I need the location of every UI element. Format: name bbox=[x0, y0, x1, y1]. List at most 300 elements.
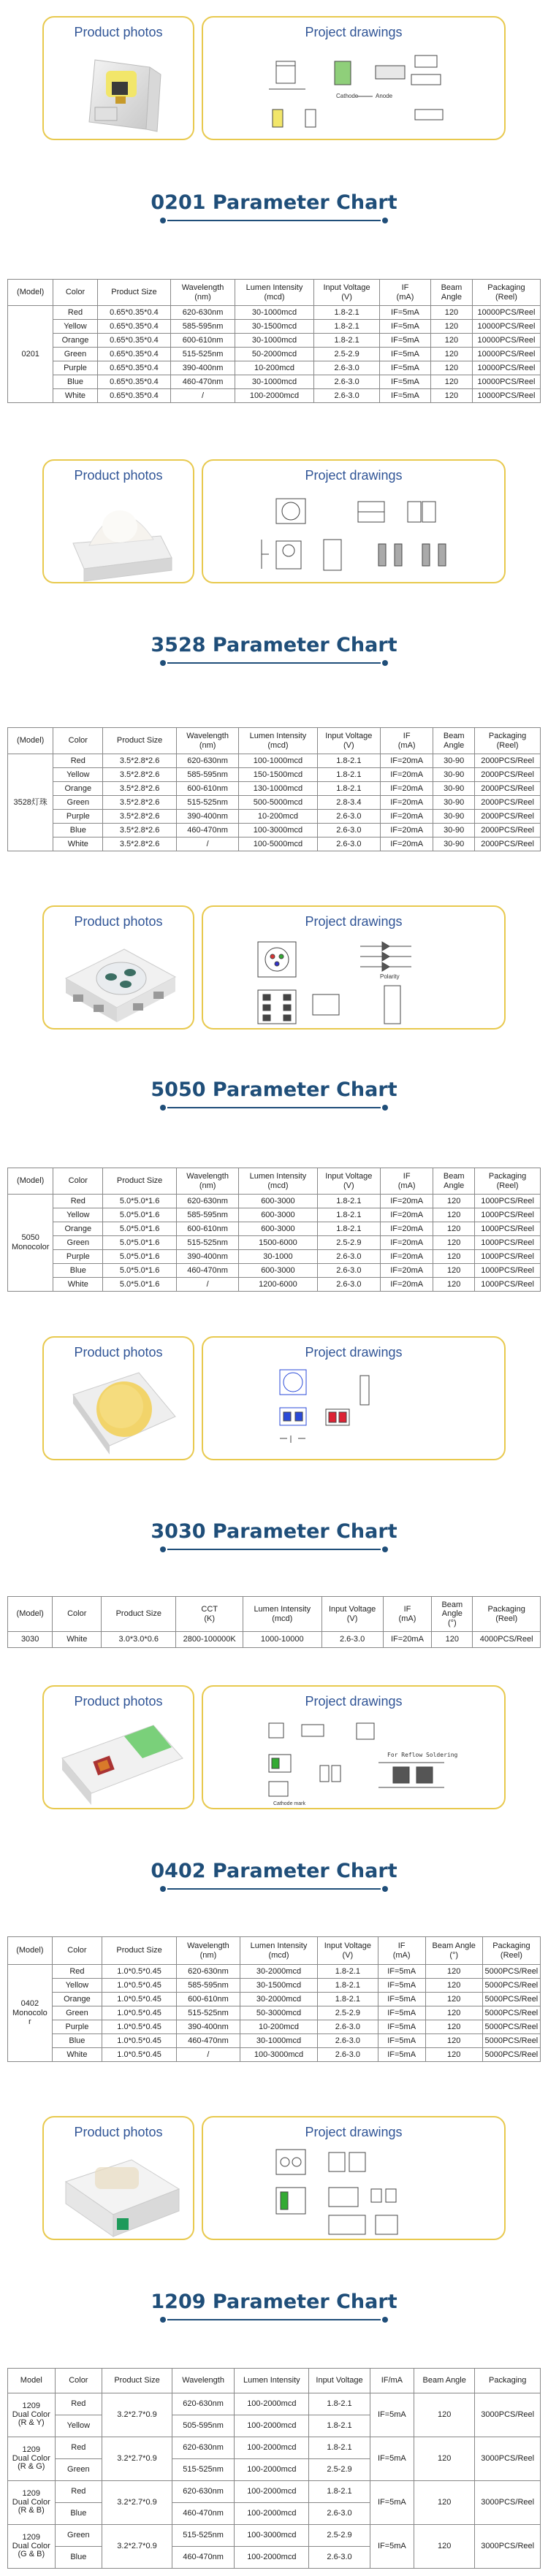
drawing-0402 bbox=[203, 1714, 506, 1809]
table-cell: 30-90 bbox=[433, 768, 475, 782]
table-cell: Red bbox=[52, 1965, 102, 1979]
table-cell: 2000PCS/Reel bbox=[475, 796, 541, 810]
column-header: Packaging (Reel) bbox=[475, 728, 541, 754]
card-title: Product photos bbox=[74, 1694, 163, 1709]
table-cell: White bbox=[53, 1278, 103, 1292]
table-cell: Yellow bbox=[52, 1979, 102, 1993]
table-cell: 2.6-3.0 bbox=[318, 2048, 378, 2062]
table-cell: 30-1500mcd bbox=[240, 1979, 317, 1993]
card-title: Project drawings bbox=[305, 2125, 403, 2139]
model-cell: 3030 bbox=[8, 1632, 53, 1648]
column-header: Wavelength (nm) bbox=[177, 1937, 240, 1965]
table-cell: IF=20mA bbox=[381, 768, 433, 782]
column-header: Color bbox=[53, 280, 97, 306]
table-cell: 120 bbox=[432, 1632, 473, 1648]
led-1209-photo bbox=[44, 2145, 194, 2240]
table-cell: 515-525nm bbox=[171, 348, 235, 361]
table-row bbox=[8, 1236, 541, 1250]
table-cell: 3000PCS/Reel bbox=[475, 2525, 541, 2569]
table-cell: 2.6-3.0 bbox=[314, 361, 380, 375]
title-underline bbox=[167, 2319, 381, 2320]
table-cell: 515-525nm bbox=[172, 2525, 234, 2547]
table-cell: 2000PCS/Reel bbox=[475, 754, 541, 768]
table-cell: 2.5-2.9 bbox=[318, 2006, 378, 2020]
table-cell: 2.6-3.0 bbox=[309, 2547, 370, 2569]
table-cell: IF=5mA bbox=[378, 1979, 425, 1993]
column-header: Product Size bbox=[102, 2369, 172, 2393]
drawing-3528 bbox=[203, 488, 506, 583]
table-cell: 620-630nm bbox=[176, 754, 238, 768]
table-cell: IF=20mA bbox=[381, 837, 433, 851]
table-cell: IF=20mA bbox=[381, 824, 433, 837]
column-header: Color bbox=[52, 1937, 102, 1965]
table-cell: 120 bbox=[430, 320, 472, 334]
table-cell: 130-1000mcd bbox=[239, 782, 317, 796]
table-cell: 0.65*0.35*0.4 bbox=[97, 334, 171, 348]
table-row bbox=[8, 1195, 541, 1208]
column-header: Product Size bbox=[102, 1937, 177, 1965]
table-cell: IF=5mA bbox=[378, 1965, 425, 1979]
table-cell: 10000PCS/Reel bbox=[472, 389, 540, 403]
table-cell: 600-610nm bbox=[177, 1993, 240, 2006]
table-cell: Green bbox=[55, 2525, 102, 2547]
table-cell: 1200-6000 bbox=[239, 1278, 317, 1292]
table-cell: 3000PCS/Reel bbox=[475, 2481, 541, 2525]
table-cell: 10-200mcd bbox=[240, 2020, 317, 2034]
table-cell: 5000PCS/Reel bbox=[482, 1993, 540, 2006]
table-row bbox=[8, 361, 541, 375]
table-cell: 0.65*0.35*0.4 bbox=[97, 361, 171, 375]
table-row bbox=[8, 2481, 541, 2503]
table-cell: 30-90 bbox=[433, 837, 475, 851]
table-cell: White bbox=[52, 2048, 102, 2062]
table-cell: 100-1000mcd bbox=[239, 754, 317, 768]
table-body bbox=[8, 306, 541, 403]
table-row bbox=[8, 320, 541, 334]
project-drawing-card bbox=[202, 2116, 506, 2240]
table-cell: 120 bbox=[414, 2525, 475, 2569]
table-cell: White bbox=[53, 837, 103, 851]
column-header: Wavelength bbox=[172, 2369, 234, 2393]
table-cell: IF=5mA bbox=[370, 2437, 414, 2481]
table-cell: Red bbox=[55, 2393, 102, 2415]
column-header: IF (mA) bbox=[381, 728, 433, 754]
table-cell: 500-5000mcd bbox=[239, 796, 317, 810]
table-cell: IF=5mA bbox=[378, 2006, 425, 2020]
table-cell: 1.8-2.1 bbox=[314, 306, 380, 320]
spec-table-5050 bbox=[7, 1168, 541, 1292]
table-cell: 1.0*0.5*0.45 bbox=[102, 1965, 177, 1979]
table-cell: Red bbox=[53, 754, 103, 768]
table-row bbox=[8, 2006, 541, 2020]
table-row bbox=[8, 796, 541, 810]
table-cell: 100-2000mcd bbox=[235, 389, 313, 403]
table-cell: 5000PCS/Reel bbox=[482, 1979, 540, 1993]
table-cell: 3.0*3.0*0.6 bbox=[102, 1632, 176, 1648]
table-cell: 120 bbox=[433, 1236, 475, 1250]
led-5050-photo bbox=[44, 935, 194, 1030]
table-cell: 3.2*2.7*0.9 bbox=[102, 2437, 172, 2481]
table-cell: 5.0*5.0*1.6 bbox=[103, 1264, 177, 1278]
table-cell: 460-470nm bbox=[176, 824, 238, 837]
table-cell: 10000PCS/Reel bbox=[472, 334, 540, 348]
led-3528-photo bbox=[44, 488, 194, 583]
table-cell: 120 bbox=[430, 306, 472, 320]
table-cell: 2000PCS/Reel bbox=[475, 810, 541, 824]
table-cell: 100-3000mcd bbox=[239, 824, 317, 837]
table-cell: 2.6-3.0 bbox=[309, 2503, 370, 2525]
drawing-0201 bbox=[203, 45, 506, 140]
card-title: Project drawings bbox=[305, 468, 403, 483]
table-cell: IF=5mA bbox=[379, 320, 430, 334]
table-cell: IF=20mA bbox=[381, 810, 433, 824]
section-title-5050: 5050 Parameter Chart bbox=[151, 1078, 397, 1101]
table-cell: 460-470nm bbox=[171, 375, 235, 389]
table-row bbox=[8, 375, 541, 389]
table-cell: 150-1500mcd bbox=[239, 768, 317, 782]
table-cell: 100-2000mcd bbox=[235, 2459, 309, 2481]
table-cell: IF=20mA bbox=[381, 1278, 433, 1292]
table-cell: IF=20mA bbox=[381, 782, 433, 796]
table-cell: 1.0*0.5*0.45 bbox=[102, 2006, 177, 2020]
table-cell: 1000PCS/Reel bbox=[475, 1222, 541, 1236]
table-cell: IF=5mA bbox=[379, 361, 430, 375]
model-cell: 1209 Dual Color (R & Y) bbox=[8, 2393, 56, 2437]
table-header bbox=[8, 1937, 541, 1965]
table-cell: IF=5mA bbox=[379, 306, 430, 320]
table-cell: 620-630nm bbox=[177, 1965, 240, 1979]
table-cell: 4000PCS/Reel bbox=[473, 1632, 541, 1648]
table-cell: 600-610nm bbox=[176, 782, 238, 796]
table-cell: 120 bbox=[425, 2034, 482, 2048]
table-cell: 3.2*2.7*0.9 bbox=[102, 2525, 172, 2569]
card-title: Product photos bbox=[74, 468, 163, 483]
spec-table-3528 bbox=[7, 727, 541, 851]
table-cell: 120 bbox=[433, 1264, 475, 1278]
table-cell: IF=5mA bbox=[370, 2481, 414, 2525]
table-cell: IF=20mA bbox=[381, 1250, 433, 1264]
table-cell: 120 bbox=[430, 361, 472, 375]
table-cell: 120 bbox=[425, 2048, 482, 2062]
table-cell: 1.8-2.1 bbox=[318, 1965, 378, 1979]
table-cell: / bbox=[177, 2048, 240, 2062]
table-cell: 30-90 bbox=[433, 796, 475, 810]
table-header bbox=[8, 2369, 541, 2393]
product-photo-card bbox=[42, 905, 194, 1030]
table-cell: 1.8-2.1 bbox=[309, 2481, 370, 2503]
table-cell: 30-1000mcd bbox=[235, 375, 313, 389]
table-cell: Yellow bbox=[55, 2415, 102, 2437]
table-cell: 120 bbox=[414, 2437, 475, 2481]
column-header: Product Size bbox=[103, 728, 177, 754]
table-cell: 120 bbox=[425, 1965, 482, 1979]
table-cell: 2000PCS/Reel bbox=[475, 837, 541, 851]
table-cell: 1.8-2.1 bbox=[317, 768, 380, 782]
column-header: Product Size bbox=[103, 1168, 177, 1195]
table-cell: IF=20mA bbox=[381, 1208, 433, 1222]
table-cell: Green bbox=[53, 1236, 103, 1250]
column-header: Input Voltage (V) bbox=[318, 1937, 378, 1965]
table-cell: 1500-6000 bbox=[239, 1236, 317, 1250]
table-row bbox=[8, 2393, 541, 2415]
table-cell: 1.8-2.1 bbox=[309, 2437, 370, 2459]
column-header: Beam Angle bbox=[433, 1168, 475, 1195]
table-cell: 1.8-2.1 bbox=[317, 1222, 380, 1236]
table-cell: 120 bbox=[430, 348, 472, 361]
table-cell: 1000PCS/Reel bbox=[475, 1208, 541, 1222]
table-row bbox=[8, 2525, 541, 2547]
table-cell: 30-1000 bbox=[239, 1250, 317, 1264]
table-cell: 2000PCS/Reel bbox=[475, 768, 541, 782]
section-5050-cards bbox=[42, 905, 506, 1030]
table-cell: 2.6-3.0 bbox=[314, 375, 380, 389]
column-header: IF/mA bbox=[370, 2369, 414, 2393]
table-cell: 3.5*2.8*2.6 bbox=[103, 782, 177, 796]
table-cell: 460-470nm bbox=[177, 2034, 240, 2048]
title-underline bbox=[167, 662, 381, 664]
table-cell: 3.5*2.8*2.6 bbox=[103, 837, 177, 851]
project-drawing-card bbox=[202, 905, 506, 1030]
table-cell: IF=5mA bbox=[370, 2525, 414, 2569]
table-cell: 2.6-3.0 bbox=[317, 1264, 380, 1278]
table-cell: 1.0*0.5*0.45 bbox=[102, 1993, 177, 2006]
table-cell: 2000PCS/Reel bbox=[475, 824, 541, 837]
table-cell: / bbox=[176, 837, 238, 851]
table-cell: 2.6-3.0 bbox=[317, 837, 380, 851]
cathode-mark-label: Cathode mark bbox=[273, 1801, 305, 1806]
table-cell: 0.65*0.35*0.4 bbox=[97, 320, 171, 334]
table-cell: 585-595nm bbox=[176, 1208, 238, 1222]
table-cell: 1.8-2.1 bbox=[314, 334, 380, 348]
table-row bbox=[8, 1993, 541, 2006]
table-cell: 5000PCS/Reel bbox=[482, 2006, 540, 2020]
table-cell: 30-1000mcd bbox=[235, 334, 313, 348]
table-cell: 120 bbox=[414, 2481, 475, 2525]
table-cell: 2.6-3.0 bbox=[318, 2020, 378, 2034]
table-row bbox=[8, 754, 541, 768]
table-cell: Purple bbox=[53, 361, 97, 375]
table-cell: Green bbox=[53, 348, 97, 361]
table-row bbox=[8, 2048, 541, 2062]
table-cell: 5000PCS/Reel bbox=[482, 2048, 540, 2062]
drawing-3030 bbox=[203, 1365, 506, 1460]
table-cell: 585-595nm bbox=[177, 1979, 240, 1993]
card-title: Project drawings bbox=[305, 1694, 403, 1709]
table-cell: 600-3000 bbox=[239, 1264, 317, 1278]
section-3030-cards bbox=[42, 1336, 506, 1460]
column-header: Packaging bbox=[475, 2369, 541, 2393]
table-cell: 600-610nm bbox=[176, 1222, 238, 1236]
table-cell: 585-595nm bbox=[176, 768, 238, 782]
table-cell: Red bbox=[53, 306, 97, 320]
table-cell: 0.65*0.35*0.4 bbox=[97, 389, 171, 403]
table-cell: 2000PCS/Reel bbox=[475, 782, 541, 796]
table-cell: IF=20mA bbox=[381, 1195, 433, 1208]
title-underline bbox=[167, 1107, 381, 1108]
table-cell: IF=5mA bbox=[370, 2393, 414, 2437]
table-cell: 1000PCS/Reel bbox=[475, 1250, 541, 1264]
section-0402-cards bbox=[42, 1685, 506, 1809]
column-header: Input Voltage bbox=[309, 2369, 370, 2393]
table-cell: Orange bbox=[52, 1993, 102, 2006]
table-cell: 460-470nm bbox=[176, 1264, 238, 1278]
table-cell: IF=5mA bbox=[379, 334, 430, 348]
column-header: (Model) bbox=[8, 728, 53, 754]
table-cell: 2.6-3.0 bbox=[318, 2034, 378, 2048]
table-cell: 1000PCS/Reel bbox=[475, 1264, 541, 1278]
table-cell: 505-595nm bbox=[172, 2415, 234, 2437]
table-cell: 620-630nm bbox=[171, 306, 235, 320]
table-header bbox=[8, 1168, 541, 1195]
column-header: (Model) bbox=[8, 1597, 53, 1632]
column-header: Product Size bbox=[97, 280, 171, 306]
title-underline bbox=[167, 1549, 381, 1550]
table-body bbox=[8, 1965, 541, 2062]
table-row bbox=[8, 810, 541, 824]
table-cell: 100-5000mcd bbox=[239, 837, 317, 851]
table-cell: 515-525nm bbox=[176, 796, 238, 810]
card-title: Project drawings bbox=[305, 914, 403, 929]
table-cell: 2.6-3.0 bbox=[314, 389, 380, 403]
table-cell: 100-2000mcd bbox=[235, 2393, 309, 2415]
table-cell: Yellow bbox=[53, 768, 103, 782]
table-cell: 30-90 bbox=[433, 754, 475, 768]
column-header: Color bbox=[53, 1597, 102, 1632]
table-cell: 120 bbox=[433, 1195, 475, 1208]
polarity-label: Polarity bbox=[380, 973, 400, 980]
column-header: Beam Angle (°) bbox=[432, 1597, 473, 1632]
table-cell: 120 bbox=[433, 1278, 475, 1292]
table-cell: 3.5*2.8*2.6 bbox=[103, 754, 177, 768]
table-cell: 2.5-2.9 bbox=[309, 2525, 370, 2547]
table-cell: 1.8-2.1 bbox=[317, 1195, 380, 1208]
column-header: Input Voltage (V) bbox=[314, 280, 380, 306]
table-cell: 30-90 bbox=[433, 810, 475, 824]
table-cell: 120 bbox=[425, 2006, 482, 2020]
table-header bbox=[8, 1597, 541, 1632]
section-1209-cards bbox=[42, 2116, 506, 2240]
table-cell: 600-610nm bbox=[171, 334, 235, 348]
table-cell: 1000-10000 bbox=[243, 1632, 321, 1648]
column-header: IF (mA) bbox=[378, 1937, 425, 1965]
table-body bbox=[8, 754, 541, 851]
table-cell: 3.5*2.8*2.6 bbox=[103, 768, 177, 782]
column-header: Lumen Intensity (mcd) bbox=[239, 728, 317, 754]
product-photo-card bbox=[42, 459, 194, 583]
table-cell: 390-400nm bbox=[176, 810, 238, 824]
drawing-1209 bbox=[203, 2145, 506, 2240]
section-title-3528: 3528 Parameter Chart bbox=[151, 634, 397, 656]
section-0201-cards bbox=[42, 16, 506, 140]
table-cell: 120 bbox=[425, 1979, 482, 1993]
table-row bbox=[8, 1250, 541, 1264]
column-header: Wavelength (nm) bbox=[176, 728, 238, 754]
spec-table-0402 bbox=[7, 1936, 541, 2062]
table-cell: 100-3000mcd bbox=[240, 2048, 317, 2062]
table-cell: 120 bbox=[425, 2020, 482, 2034]
table-cell: 120 bbox=[425, 1993, 482, 2006]
card-title: Product photos bbox=[74, 914, 163, 929]
project-drawing-card bbox=[202, 1685, 506, 1809]
anode-label: Anode bbox=[376, 93, 393, 99]
table-cell: 100-2000mcd bbox=[235, 2437, 309, 2459]
table-cell: IF=5mA bbox=[378, 2020, 425, 2034]
model-cell: 3528灯珠 bbox=[8, 754, 53, 851]
column-header: Packaging (Reel) bbox=[475, 1168, 541, 1195]
table-row bbox=[8, 306, 541, 320]
column-header: Lumen Intensity (mcd) bbox=[235, 280, 313, 306]
model-cell: 1209 Dual Color (G & B) bbox=[8, 2525, 56, 2569]
table-cell: 5.0*5.0*1.6 bbox=[103, 1236, 177, 1250]
table-cell: 10-200mcd bbox=[239, 810, 317, 824]
column-header: Beam Angle bbox=[433, 728, 475, 754]
table-cell: IF=5mA bbox=[378, 2034, 425, 2048]
table-cell: Blue bbox=[53, 824, 103, 837]
section-title-1209: 1209 Parameter Chart bbox=[151, 2291, 397, 2313]
reflow-label: For Reflow Soldering bbox=[387, 1752, 458, 1758]
model-cell: 1209 Dual Color (R & G) bbox=[8, 2437, 56, 2481]
column-header: Color bbox=[53, 1168, 103, 1195]
section-title-3030: 3030 Parameter Chart bbox=[151, 1520, 397, 1543]
column-header: Wavelength (nm) bbox=[176, 1168, 238, 1195]
table-cell: IF=5mA bbox=[378, 1993, 425, 2006]
table-cell: Orange bbox=[53, 1222, 103, 1236]
table-cell: Yellow bbox=[53, 320, 97, 334]
table-cell: 390-400nm bbox=[176, 1250, 238, 1264]
table-cell: 2.6-3.0 bbox=[317, 810, 380, 824]
table-cell: IF=5mA bbox=[378, 2048, 425, 2062]
section-title-0402: 0402 Parameter Chart bbox=[151, 1860, 397, 1882]
table-cell: 460-470nm bbox=[172, 2547, 234, 2569]
table-cell: 515-525nm bbox=[176, 1236, 238, 1250]
table-row bbox=[8, 1264, 541, 1278]
table-row bbox=[8, 1979, 541, 1993]
table-cell: 30-1500mcd bbox=[235, 320, 313, 334]
table-cell: IF=20mA bbox=[381, 1236, 433, 1250]
table-cell: 30-90 bbox=[433, 824, 475, 837]
table-cell: Blue bbox=[55, 2503, 102, 2525]
table-cell: 390-400nm bbox=[171, 361, 235, 375]
table-cell: IF=20mA bbox=[381, 754, 433, 768]
table-cell: 120 bbox=[433, 1250, 475, 1264]
table-cell: 3000PCS/Reel bbox=[475, 2437, 541, 2481]
table-cell: 2.6-3.0 bbox=[317, 1278, 380, 1292]
column-header: Model bbox=[8, 2369, 56, 2393]
table-cell: Blue bbox=[53, 375, 97, 389]
project-drawing-card bbox=[202, 16, 506, 140]
table-cell: 1.8-2.1 bbox=[309, 2415, 370, 2437]
table-cell: 5.0*5.0*1.6 bbox=[103, 1208, 177, 1222]
column-header: Lumen Intensity (mcd) bbox=[243, 1597, 321, 1632]
card-title: Project drawings bbox=[305, 25, 403, 39]
table-cell: 5.0*5.0*1.6 bbox=[103, 1278, 177, 1292]
product-photo-card bbox=[42, 1336, 194, 1460]
table-body bbox=[8, 2393, 541, 2569]
table-cell: 1000PCS/Reel bbox=[475, 1236, 541, 1250]
model-cell: 0201 bbox=[8, 306, 53, 403]
table-row bbox=[8, 348, 541, 361]
led-0201-photo bbox=[44, 45, 194, 140]
column-header: Product Size bbox=[102, 1597, 176, 1632]
table-cell: Green bbox=[52, 2006, 102, 2020]
table-cell: 100-2000mcd bbox=[235, 2547, 309, 2569]
table-row bbox=[8, 1632, 541, 1648]
table-cell: Orange bbox=[53, 334, 97, 348]
table-cell: Red bbox=[55, 2437, 102, 2459]
table-cell: 120 bbox=[433, 1222, 475, 1236]
table-cell: 5.0*5.0*1.6 bbox=[103, 1195, 177, 1208]
table-cell: 2.5-2.9 bbox=[309, 2459, 370, 2481]
